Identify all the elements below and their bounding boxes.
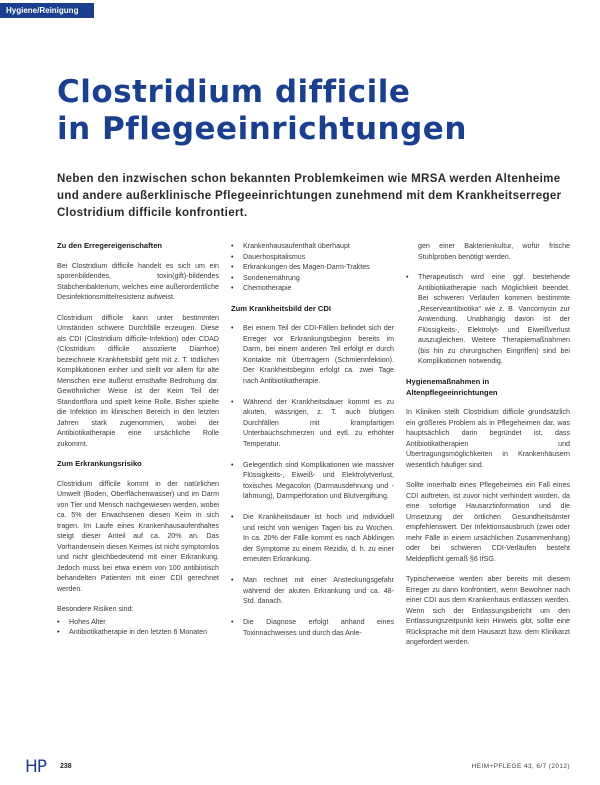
column-1 xyxy=(57,241,219,648)
list-item: • Antibiotikatherapie in den letzten 6 Monaten xyxy=(57,627,219,638)
paragraph: Clostridium difficile kommt in der natürlichen Umwelt (Boden, Oberflächenwasser) und im Darm von Tier und Mensch nachgewiesen werden, wobei ca. 5% der Erwachsenen diesen Keim in sich tragen. Im Laufe eines Krankenhausaufenthaltes steigt dieser Anteil auf ca. 20% an. Das Vorhandensein dieses Keimes ist nicht symptomlos und nicht gleichbedeutend mit einer Erkrankung. Jedoch muss bei etwa einem von 100 antibiotisch behandelten Patienten mit einer CDI gerechnet werden. xyxy=(57,479,219,593)
therapie-list xyxy=(406,272,570,367)
heading-erregereigenschaften: Zu den Erregereigenschaften xyxy=(57,241,163,250)
list-item: • Gelegentlich sind Komplikationen wie massiver Flüssigkeits-, Eiweiß- und Elektrolytverlust, toxisches Megacolon (Darmausdehnung und -lähmung), Darmperforation und Blutvergiftung. xyxy=(231,460,394,502)
list-item: • Die Krankheitsdauer ist hoch und individuell und reicht von wenigen Tagen bis zu Wochen. In ca. 20% der Fälle kommt es nach Abklingen der Symptome zu einem Rezidiv, d. h. zu einer erneuten Erkrankung. xyxy=(231,512,394,565)
list-item: • Sondenernährung xyxy=(231,273,394,284)
list-item: • Dauerhospitalismus xyxy=(231,252,394,263)
list-item: • Während der Krankheitsdauer kommt es zu akuten, wässrigen, z. T. auch blutigen Durchfällen mit krampfartigen Unterbauchschmerzen und evtl. zu erhöhter Temperatur. xyxy=(231,397,394,450)
heading-erkrankungsrisiko: Zum Erkrankungsrisiko xyxy=(57,459,142,468)
heading-krankheitsbild: Zum Krankheitsbild der CDI xyxy=(231,303,331,313)
list-item-continuation: gen einer Bakterienkultur, wofür frische Stuhlproben benötigt werden. xyxy=(418,242,570,261)
paragraph: Clostridium difficile kann unter bestimmten Umständen schwere Durchfälle erzeugen. Diese als CDI (Clostridium difficile-Infektion) oder CDAD (Clostridium difficile assoziierte Diarrhoe) bezeichnete Krankheitsbild geht mit z. T. tödlichen Komplikationen einher und stellt vor allem für alte Menschen eine äußerst ernsthafte Bedrohung dar. Gewöhnlicher Weise ist der Keim Teil der Standortflora und spielt keine Rolle. Bisher spielte die Infektion im klinischen Bereich in den letzten Jahren stark zugenommen, wobei der Antibiotikatherapie eine ursächliche Rolle zukommt. xyxy=(57,313,219,448)
article-title xyxy=(57,74,577,148)
publisher-logo: HP xyxy=(25,757,47,777)
list-item: • Chemotherapie xyxy=(231,283,394,294)
column-3 xyxy=(406,241,570,658)
paragraph: Bei Clostridium difficile handelt es sich um ein sporenbildendes, toxin(gift)-bildendes Stäbchenbakterium, welches eine außerordentliche Desinfektionsmittelresistenz aufweist. xyxy=(57,261,219,301)
list-item: • Man rechnet mit einer Ansteckungsgefahr während der akuten Erkrankung und ca. 48-Std. danach. xyxy=(231,575,394,607)
list-item: • Erkrankungen des Magen-Darm-Traktes xyxy=(231,262,394,273)
paragraph: In Kliniken stellt Clostridium difficile grundsätzlich ein größeres Problem als in Pflegeheimen dar, was hauptsächlich darin begründet ist, dass Antibiotikatherapien und Übertragungsmöglichkeiten in Krankenhäusern wesentlich häufiger sind. xyxy=(406,408,570,469)
paragraph: Besondere Risiken sind: xyxy=(57,605,134,613)
paragraph: Sollte innerhalb eines Pflegeheimes ein Fall eines CDI auftreten, ist zuvor nicht verhindert worden, da eine sofortige Hausarztinformation und die Umsetzung der örtlichen Gesundheitsämter empfehlenswert. Der Infektionsausbruch (zwei oder mehr Fälle in einem ursächlichen Zusammenhang) oder bei schweren CDI-Verläufen besteht Meldepflicht gemäß §6 IfSG. xyxy=(406,481,570,563)
title-line-2: in Pflegeeinrichtungen xyxy=(57,111,467,147)
article-lead: Neben den inzwischen schon bekannten Problemkeimen wie MRSA werden Altenheime und andere außerklinische Pflegeeinrichtungen zunehmend mit dem Krankheitserreger Clostridium difficile konfrontiert. xyxy=(57,173,562,219)
paragraph: Typischerweise werden aber bereits mit diesem Erreger zu dann konfrontiert, wenn Bewohner nach einer CDI aus dem Krankenhaus entlassen werden. Wenn sich der Entlassungsbericht um den Entlassungszeitpunkt kein Hinweis gibt, sollte eine Rücksprache mit dem Hausarzt bzw. dem Klinikarzt angefordert werden. xyxy=(406,575,570,646)
risk-list xyxy=(57,617,219,638)
section-tag: Hygiene/Reinigung xyxy=(0,3,94,18)
column-2 xyxy=(231,241,394,649)
list-item: • Krankenhausaufenthalt überhaupt xyxy=(231,241,394,252)
page-number: 238 xyxy=(60,763,72,770)
risk-list-continued xyxy=(231,241,394,294)
list-item: • Die Diagnose erfolgt anhand eines Toxinnachweises und durch das Anle- xyxy=(231,617,394,638)
list-item: • Hohes Alter xyxy=(57,617,219,628)
title-line-1: Clostridium difficile xyxy=(57,74,411,110)
krankheitsbild-list xyxy=(231,323,394,638)
journal-reference: HEIM+PFLEGE 43, 6/7 (2012) xyxy=(471,763,570,770)
list-item: • Bei einem Teil der CDI-Fällen befindet sich der Erreger vor Erkrankungsbeginn bereits im Darm, bei einem anderen Teil erfolgt er durch Kontakte mit Überträgern (Schmierinfektion). Der Krankheitsbeginn erfolgt ca. zwei Tage nach Antibiotikatherapie. xyxy=(231,323,394,386)
list-item: • Therapeutisch wird eine ggf. bestehende Antibiotikatherapie nach Möglichkeit beendet. Bei schweren Verläufen kommen bestimmte „Reserveantibiotika“ wie z. B. Vancomycin zur Anwendung. Unabhängig davon ist der Flüssigkeits-, Elektrolyt- und Eiweißverlust auszugleichen. Weitere Therapiemaßnahmen (bis hin zu chirurgischen Eingriffen) sind bei Komplikationen notwendig. xyxy=(406,272,570,367)
heading-hygienemassnahmen: Hygienemaßnahmen in Altenpflegeeinrichtungen xyxy=(406,377,498,397)
